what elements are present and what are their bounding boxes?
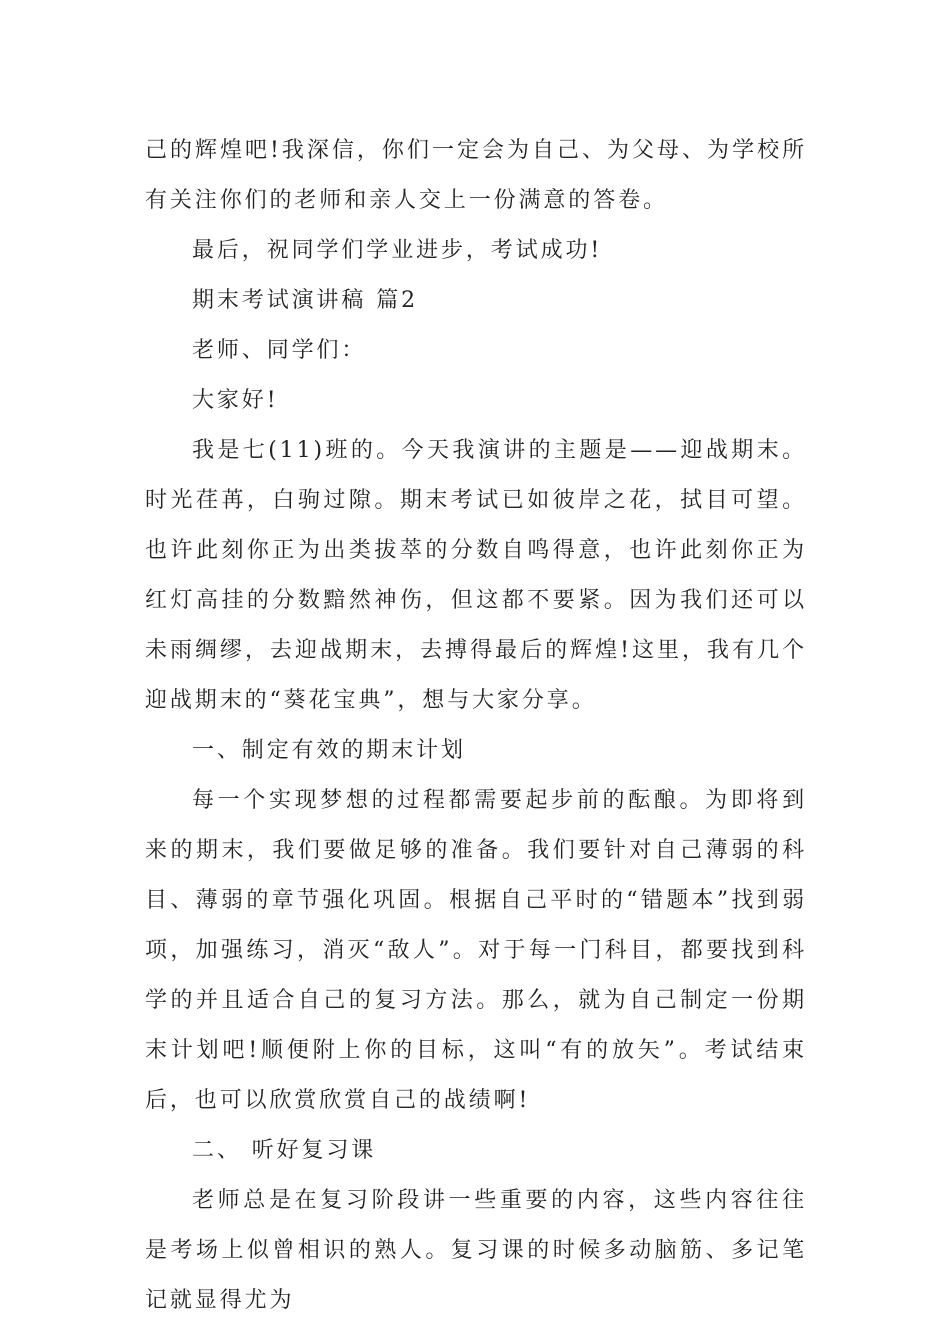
greeting: 大家好! [192, 388, 279, 413]
paragraph-point-1: 每一个实现梦想的过程都需要起步前的酝酿。为即将到来的期末，我们要做足够的准备。我们要针对自己薄弱的科目、薄弱的章节强化巩固。根据自己平时的“错题本”找到弱项，加强练习，消灭“敌人”。对于每一门科目，都要找到科学的并且适合自己的复习方法。那么，就为自己制定一份期末计划吧!顺便附上你的目标，这叫“有的放矢”。考试结束后，也可以欣赏欣赏自己的战绩啊! [145, 788, 807, 1113]
heading-point-2: 二、 听好复习课 [192, 1138, 377, 1163]
section-title-speech-2: 期末考试演讲稿 篇2 [192, 288, 418, 313]
paragraph-continuation: 己的辉煌吧!我深信，你们一定会为自己、为父母、为学校所有关注你们的老师和亲人交上一份满意的答卷。 [145, 138, 807, 213]
salutation: 老师、同学们： [192, 338, 367, 363]
heading-point-1: 一、制定有效的期末计划 [192, 738, 466, 763]
document-body [145, 126, 807, 1326]
paragraph-point-2: 老师总是在复习阶段讲一些重要的内容，这些内容往往是考场上似曾相识的熟人。复习课的时候多动脑筋、多记笔记就显得尤为 [145, 1188, 807, 1313]
paragraph-closing-wish: 最后，祝同学们学业进步，考试成功! [192, 238, 603, 263]
paragraph-introduction: 我是七(11)班的。今天我演讲的主题是——迎战期末。时光荏苒，白驹过隙。期末考试已如彼岸之花，拭目可望。也许此刻你正为出类拔萃的分数自鸣得意，也许此刻你正为红灯高挂的分数黯然神伤，但这都不要紧。因为我们还可以未雨绸缪，去迎战期末，去搏得最后的辉煌!这里，我有几个迎战期末的“葵花宝典”，想与大家分享。 [145, 438, 807, 713]
